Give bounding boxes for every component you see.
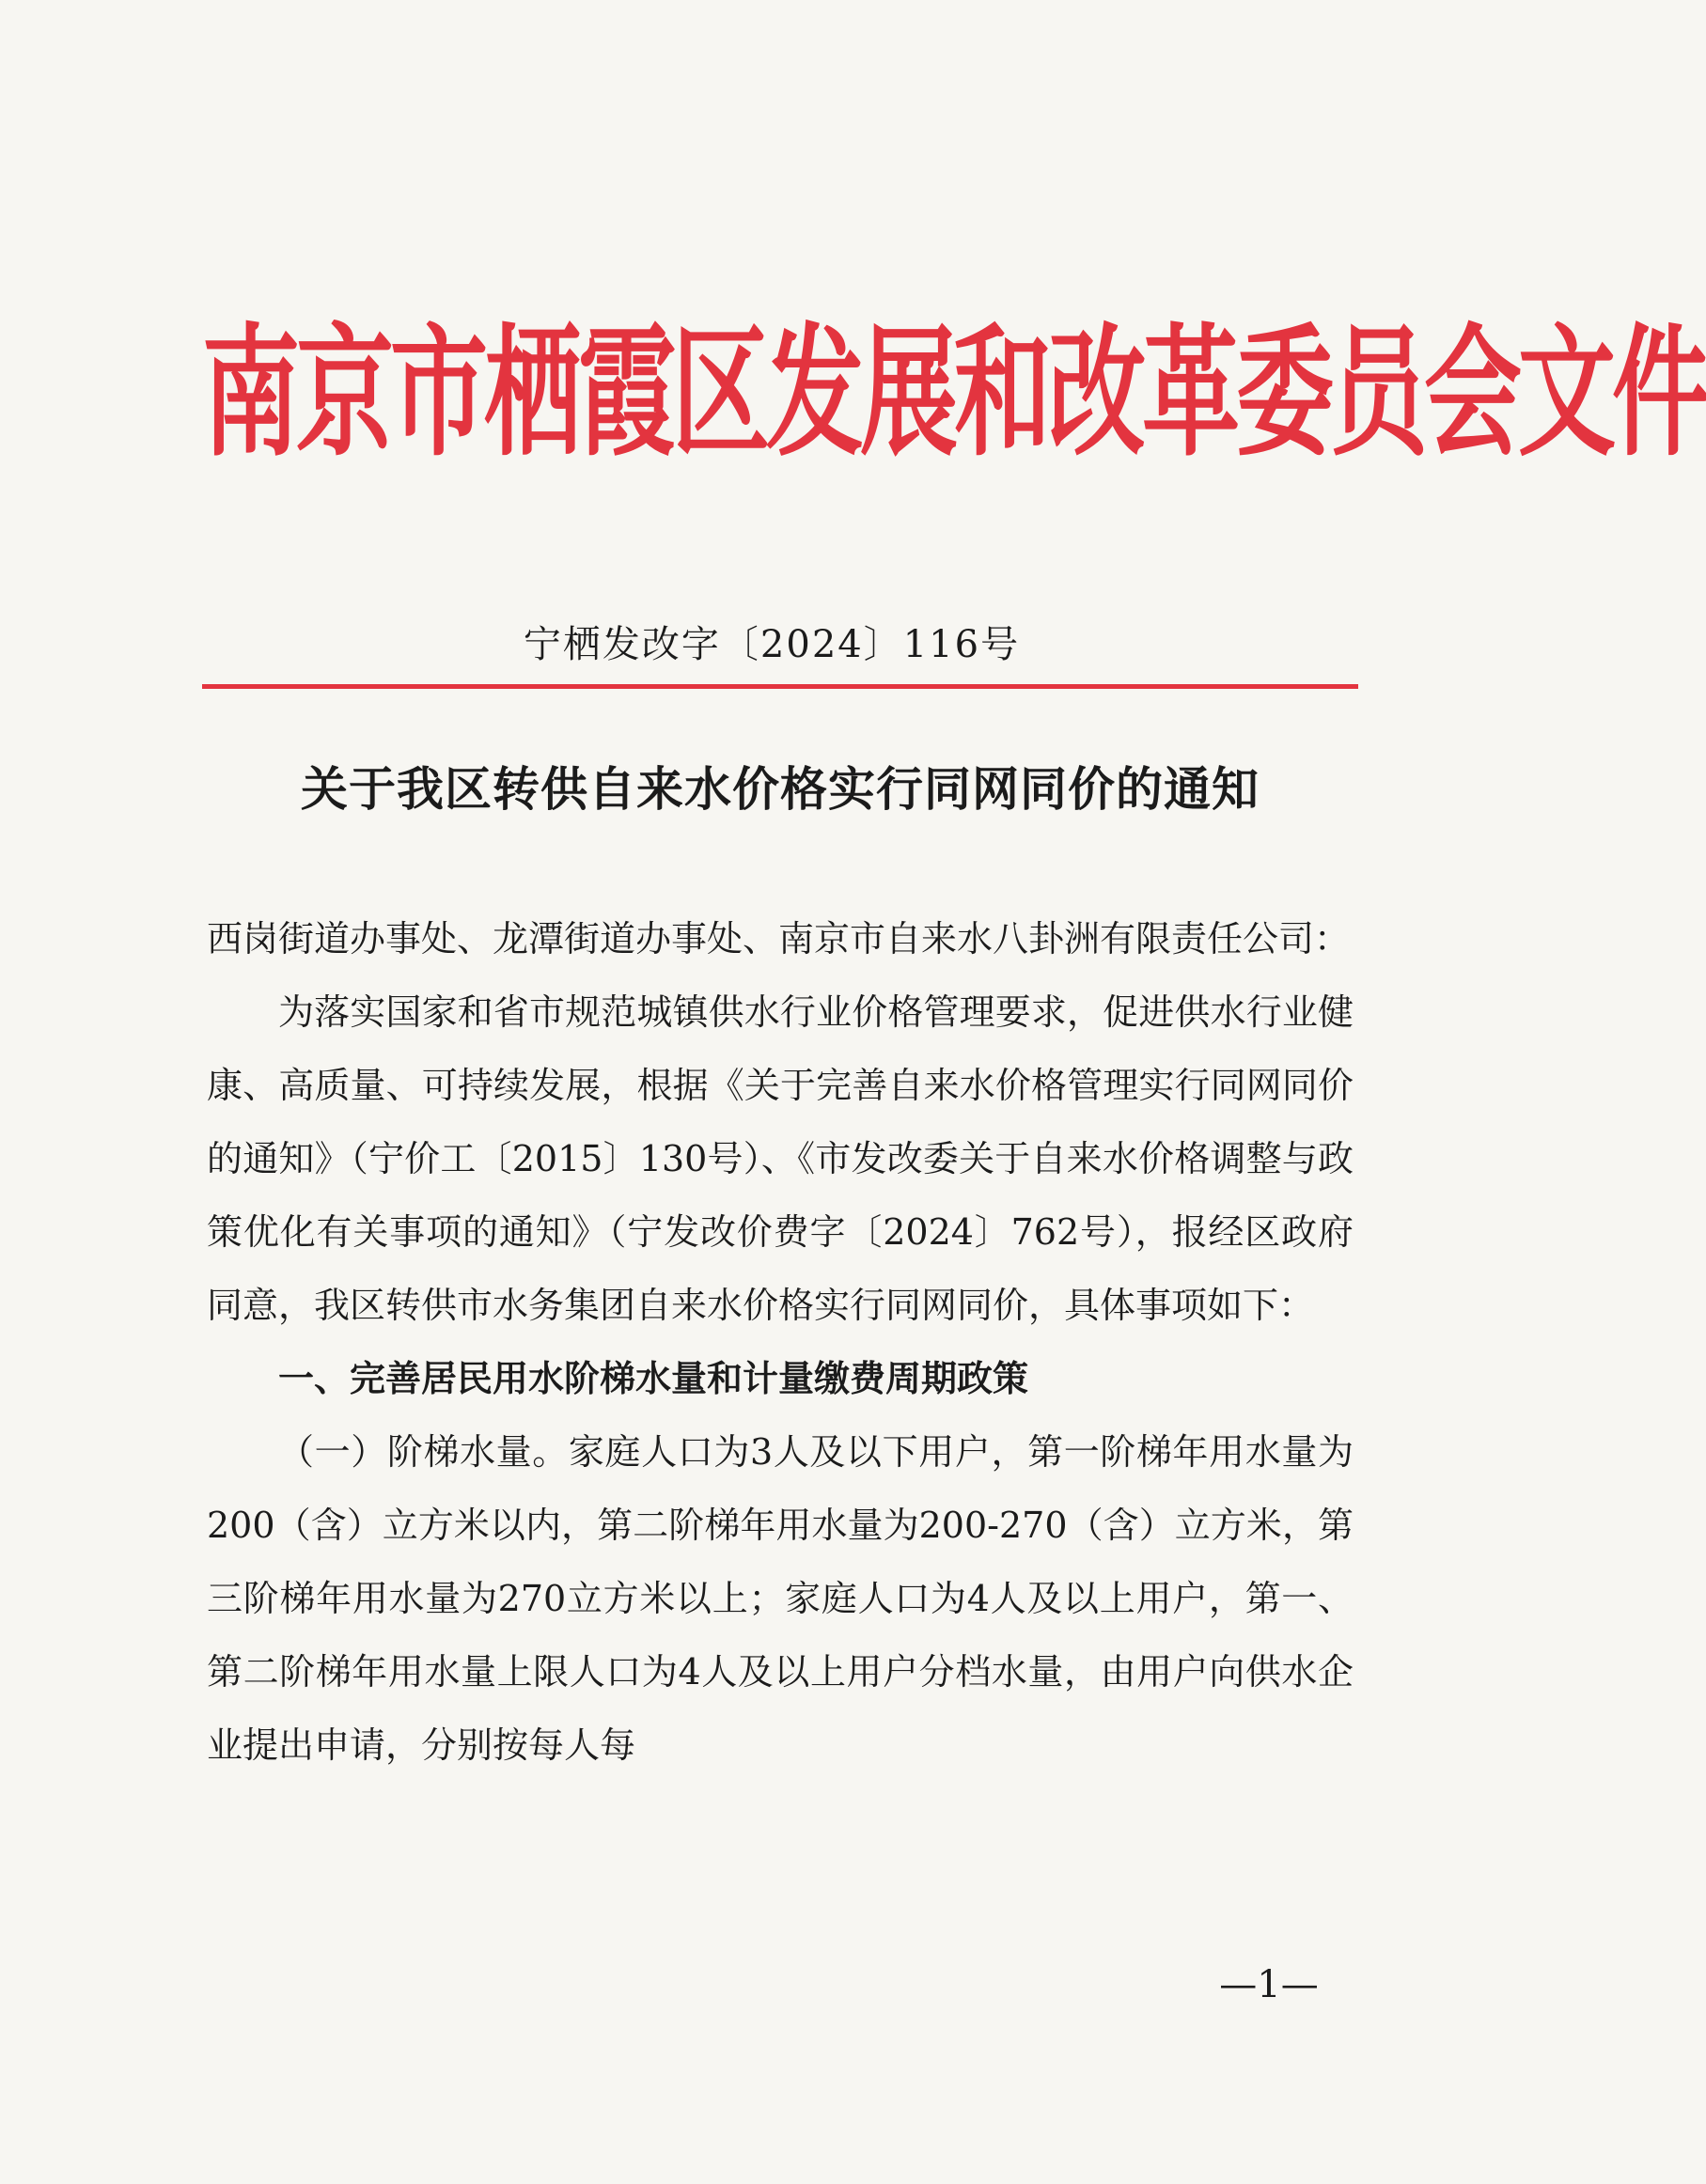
notice-title: 关于我区转供自来水价格实行同网同价的通知 — [301, 762, 1260, 817]
document-body — [207, 902, 1354, 1782]
item-one-lead: （一）阶梯水量。 — [278, 1431, 569, 1473]
item-one-paragraph — [207, 1415, 1354, 1782]
addressee-line: 西岗街道办事处、龙潭街道办事处、南京市自来水八卦洲有限责任公司： — [207, 918, 1351, 959]
document-number: 宁栖发改字〔2024〕116号 — [523, 623, 1021, 666]
item-one-text: 家庭人口为3人及以下用户，第一阶梯年用水量为200（含）立方米以内，第二阶梯年用水量为200-270（含）立方米，第三阶梯年用水量为270立方米以上；家庭人口为4人及以上用户，第一、第二阶梯年用水量上限人口为4人及以上用户分档水量，由用户向供水企业提出申请，分别按每人每 — [207, 1431, 1354, 1766]
intro-paragraph: 为落实国家和省市规范城镇供水行业价格管理要求，促进供水行业健康、高质量、可持续发展，根据《关于完善自来水价格管理实行同网同价的通知》（宁价工〔2015〕130号）、《市发改委关于自来水价格调整与政策优化有关事项的通知》（宁发改价费字〔2024〕762号），报经区政府同意，我区转供市水务集团自来水价格实行同网同价，具体事项如下： — [207, 991, 1354, 1326]
section-one-heading: 一、完善居民用水阶梯水量和计量缴费周期政策 — [278, 1358, 1029, 1399]
page-number: —1— — [1219, 1963, 1319, 2006]
red-separator-line — [202, 684, 1358, 689]
masthead-title: 南京市栖霞区发展和改革委员会文件 — [202, 309, 1706, 476]
